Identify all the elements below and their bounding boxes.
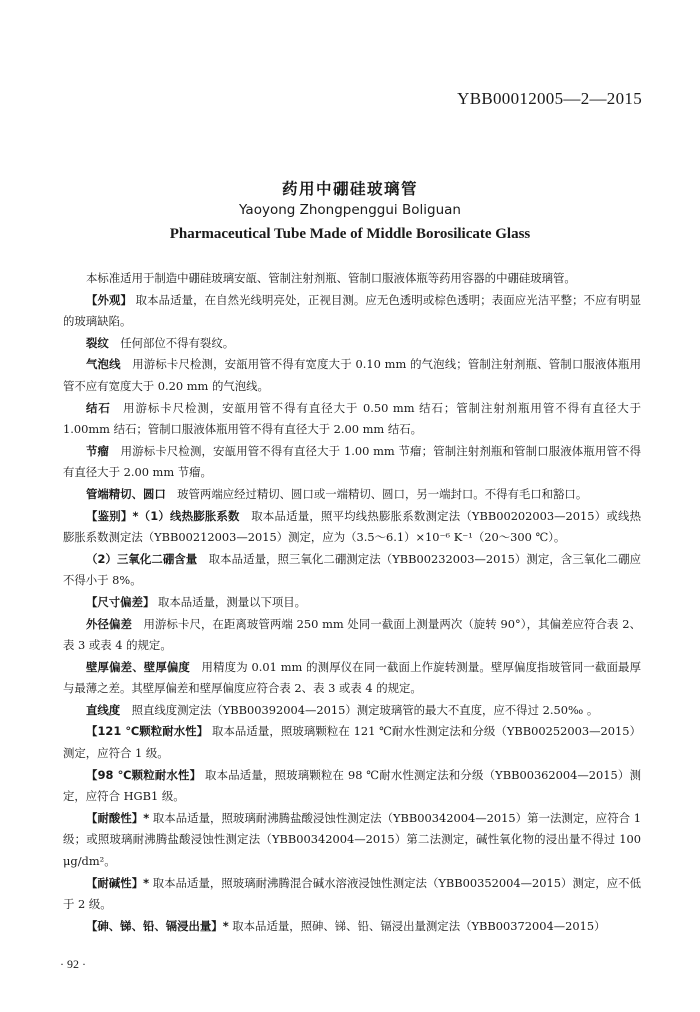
paragraph-heading: 【外观】 (86, 292, 132, 307)
paragraph-text: 取本品适量，照玻璃耐沸腾盐酸浸蚀性测定法（YBB00342004—2015）第一法测定，应符合 1 级；或照玻璃耐沸腾盐酸浸蚀性测定法（YBB00342004—2015）第二法测定，碱性氧化物的浸出量不得过 100 μg/dm²。 (63, 810, 641, 869)
paragraph-heading: 管端精切、圆口 (86, 486, 166, 501)
paragraph-text: 取本品适量，照玻璃颗粒在 98 ℃耐水性测定法和分级（YBB00362004—2015）测定，应符合 HGB1 级。 (63, 767, 641, 804)
paragraph-hydrolytic-98 (63, 765, 641, 808)
paragraph-acid-resistance (63, 808, 641, 873)
paragraph-tube-ends (63, 484, 641, 506)
paragraph-appearance (63, 290, 641, 333)
paragraph-heading: 裂纹 (86, 335, 109, 350)
paragraph-heading: 气泡线 (86, 357, 121, 372)
paragraph-text: 本标准适用于制造中硼硅玻璃安瓿、管制注射剂瓶、管制口服液体瓶等药用容器的中硼硅玻璃管。 (86, 271, 576, 285)
paragraph-boron-oxide (63, 549, 641, 592)
paragraph-text: 取本品适量，照三氧化二硼测定法（YBB00232003—2015）测定，含三氧化二硼应不得小于 8%。 (63, 551, 641, 588)
paragraph-heading: 【尺寸偏差】 (86, 594, 155, 609)
paragraph-bubble-lines (63, 354, 641, 397)
paragraph-knots (63, 441, 641, 484)
paragraph-heading: 结石 (86, 400, 111, 415)
paragraph-text: 取本品适量，照平均线热膨胀系数测定法（YBB00202003—2015）或线热膨胀系数测定法（YBB00212003—2015）测定，应为（3.5～6.1）×10⁻⁶ K⁻¹（20～300 ℃）。 (63, 508, 641, 545)
paragraph-heavy-metals (63, 916, 641, 938)
document-body (63, 268, 641, 937)
paragraph-scope (63, 268, 641, 290)
paragraph-text: 玻管两端应经过精切、圆口或一端精切、圆口，另一端封口。不得有毛口和豁口。 (165, 486, 588, 501)
paragraph-text: 用游标卡尺，在距离玻管两端 250 mm 处同一截面上测量两次（旋转 90°），其偏差应符合表 2、表 3 或表 4 的规定。 (63, 616, 641, 653)
paragraph-text: 取本品适量，照砷、锑、铅、镉浸出量测定法（YBB00372004—2015） (228, 918, 606, 933)
standard-code: YBB00012005—2—2015 (457, 89, 642, 108)
paragraph-text: 取本品适量，照玻璃颗粒在 121 ℃耐水性测定法和分级（YBB00252003—2015）测定，应符合 1 级。 (63, 724, 641, 761)
paragraph-text: 取本品适量，在自然光线明亮处，正视目测。应无色透明或棕色透明；表面应光洁平整；不应有明显的玻璃缺陷。 (63, 292, 641, 329)
paragraph-outer-diameter (63, 614, 641, 657)
paragraph-heading: 【耐酸性】* (86, 810, 150, 825)
paragraph-cracks (63, 333, 641, 355)
paragraph-heading: 【砷、锑、铅、镉浸出量】* (86, 918, 229, 933)
paragraph-alkali-resistance (63, 873, 641, 916)
title-chinese: 药用中硼硅玻璃管 (281, 180, 418, 198)
paragraph-stones (63, 398, 641, 441)
paragraph-heading: 【121 ℃颗粒耐水性】 (86, 724, 209, 739)
title-english: Pharmaceutical Tube Made of Middle Borosilicate Glass (169, 226, 531, 242)
title-pinyin: Yaoyong Zhongpenggui Boliguan (239, 202, 461, 218)
paragraph-heading: 外径偏差 (86, 616, 132, 631)
paragraph-text: 用游标卡尺检测，安瓿用管不得有宽度大于 0.10 mm 的气泡线；管制注射剂瓶、管制口服液体瓶用管不应有宽度大于 0.20 mm 的气泡线。 (63, 357, 641, 393)
paragraph-heading: 【鉴别】*（1）线热膨胀系数 (86, 508, 240, 523)
paragraph-hydrolytic-121 (63, 721, 641, 764)
paragraph-heading: 节瘤 (86, 443, 110, 458)
paragraph-text: 照直线度测定法（YBB00392004—2015）测定玻璃管的最大不直度，应不得过 2.50‰ 。 (120, 702, 599, 717)
paragraph-text: 任何部位不得有裂纹。 (108, 335, 235, 350)
paragraph-heading: 【耐碱性】* (86, 875, 150, 890)
paragraph-text: 用游标卡尺检测，安瓿用管不得有直径大于 1.00 mm 节瘤；管制注射剂瓶和管制口服液体瓶用管不得有直径大于 2.00 mm 节瘤。 (63, 443, 641, 480)
paragraph-heading: （2）三氧化二硼含量 (86, 551, 198, 566)
paragraph-wall-thickness (63, 657, 641, 700)
paragraph-text: 取本品适量，照玻璃耐沸腾混合碱水溶液浸蚀性测定法（YBB00352004—2015）测定，应不低于 2 级。 (63, 875, 641, 912)
paragraph-text: 用游标卡尺检测，安瓿用管不得有直径大于 0.50 mm 结石；管制注射剂瓶用管不得有直径大于 1.00mm 结石；管制口服液体瓶用管不得有直径大于 2.00 mm 结石。 (63, 400, 641, 437)
paragraph-heading: 壁厚偏差、壁厚偏度 (86, 659, 190, 674)
page-number: · 92 · (60, 957, 86, 971)
paragraph-dimension-deviation (63, 592, 641, 614)
paragraph-text: 取本品适量，测量以下项目。 (154, 594, 307, 609)
paragraph-heading: 直线度 (86, 702, 121, 717)
paragraph-heading: 【98 ℃颗粒耐水性】 (86, 767, 202, 782)
paragraph-straightness (63, 700, 641, 722)
paragraph-text: 用精度为 0.01 mm 的测厚仪在同一截面上作旋转测量。壁厚偏度指玻管同一截面最厚与最薄之差。其壁厚偏差和壁厚偏度应符合表 2、表 3 或表 4 的规定。 (63, 659, 641, 696)
paragraph-identification-expansion (63, 506, 641, 549)
